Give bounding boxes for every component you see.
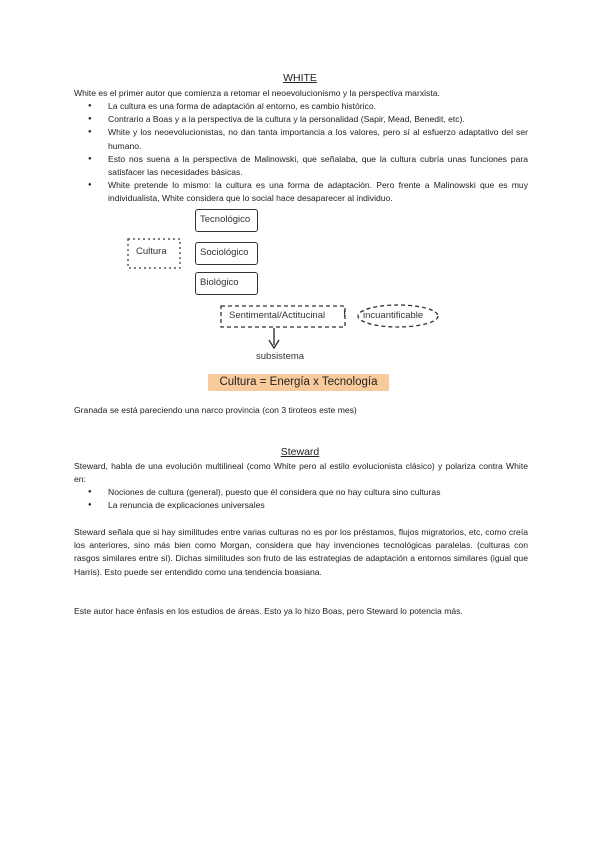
white-bullet-5: ● White pretende lo mismo: la cultura es una forma de adaptación. Pero frente a Malinowski que es muy individualista, White considera que lo social hace desaparecer al individuo. [74,179,528,205]
steward-bullet-2: ● La renuncia de explicaciones universales [74,499,528,512]
steward-paragraph-1: Steward señala que si hay similitudes entre varias culturas no es por los préstamos, flujos migratorios, etc, como creía los anteriores, sino más bien como Morgan, considera que hay invenciones tecnológicas paralelas. (culturas con rasgos similares entre sí). Dichas similitudes son fruto de las estrategias de adaptación a entornos similares (igual que Harris). Esto puede ser entendido como una tendencia boasiana. [74,527,528,577]
white-bullet-2: ● Contrario a Boas y a la perspectiva de la cultura y la personalidad (Sapir, Mead, Benedit, etc). [74,113,528,126]
white-intro: White es el primer autor que comienza a retomar el neoevolucionismo y la perspectiva marxista. [74,88,440,98]
white-heading: WHITE [283,72,317,84]
white-bullet-1: ● La cultura es una forma de adaptación al entorno, es cambio histórico. [74,100,528,113]
diagram-tecnologico-box: Tecnológico [195,209,258,232]
granada-note: Granada se está pareciendo una narco provincia (con 3 tiroteos este mes) [74,405,357,415]
diagram-incuantificable-label: incuantificable [363,310,424,321]
diagram-exclamation: ! [343,309,347,320]
diagram-sentimental-label: Sentimental/Actitucinal [229,310,326,321]
steward-bullet-list [74,486,528,512]
diagram-subsistema-label: subsistema [256,351,305,362]
diagram-biologico-box: Biológico [195,272,258,295]
steward-paragraph-2: Este autor hace énfasis en los estudios de áreas. Esto ya lo hizo Boas, pero Steward lo potencia más. [74,606,463,616]
steward-intro: Steward, habla de una evolución multilineal (como White pero al estilo evolucionista clásico) y polariza contra White en: [74,461,528,485]
white-bullet-3: ● White y los neoevolucionistas, no dan tanta importancia a los valores, pero sí al esfuerzo adaptativo del ser humano. [74,126,528,152]
diagram-sociologico-box: Sociológico [195,242,258,265]
diagram-cultura-label: Cultura [136,246,167,257]
steward-heading: Steward [280,446,320,458]
steward-bullet-1: ● Nociones de cultura (general), puesto que él considera que no hay cultura sino culturas [74,486,528,499]
formula-highlight: Cultura = Energía x Tecnología [208,374,389,391]
white-bullet-4: ● Esto nos suena a la perspectiva de Malinowski, que señalaba, que la cultura cubría unas funciones para satisfacer las necesidades básicas. [74,153,528,179]
